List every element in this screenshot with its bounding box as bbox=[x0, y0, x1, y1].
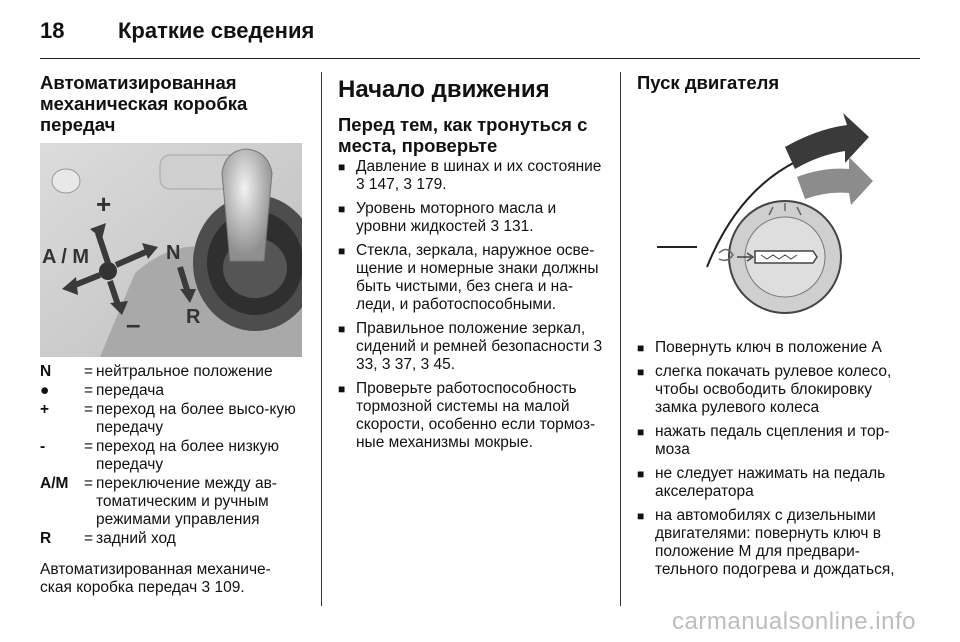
page-number: 18 bbox=[40, 18, 65, 43]
checklist bbox=[338, 158, 606, 452]
legend-text: переход на более низкую передачу bbox=[96, 438, 280, 473]
list-item: ■ на автомобилях с дизельными двигателями: повернуть ключ в положение M для предвари-тельного подогрева и дождаться, bbox=[637, 507, 907, 579]
legend-equals: = bbox=[84, 382, 94, 399]
page-title: Краткие сведения bbox=[118, 18, 315, 43]
legend-text: задний ход bbox=[96, 530, 176, 547]
legend-symbol: - bbox=[40, 438, 46, 455]
r-label: R bbox=[186, 306, 201, 328]
legend-row bbox=[40, 530, 302, 549]
legend-symbol: + bbox=[40, 401, 50, 418]
legend-equals: = bbox=[84, 438, 94, 455]
legend-text: переключение между ав-томатическим и ручным режимами управления bbox=[96, 475, 277, 528]
before-driving-subheading: Перед тем, как тронуться с места, проверьте bbox=[338, 114, 588, 156]
legend-row bbox=[40, 382, 302, 401]
legend-equals: = bbox=[84, 475, 94, 492]
minus-label: – bbox=[126, 309, 141, 339]
list-item: ■ Давление в шинах и их состояние 3 147, 3 179. bbox=[338, 158, 606, 194]
watermark: carmanualsonline.info bbox=[672, 608, 916, 635]
legend-row bbox=[40, 401, 302, 438]
legend-symbol: ● bbox=[40, 382, 50, 399]
start-driving-heading: Начало движения bbox=[338, 76, 550, 103]
gear-selector-photo bbox=[40, 143, 302, 357]
column-divider-2 bbox=[620, 72, 621, 606]
legend-symbol: N bbox=[40, 363, 52, 380]
legend-symbol: R bbox=[40, 530, 52, 547]
list-item: ■ не следует нажимать на педаль акселератора bbox=[637, 465, 907, 501]
gear-legend bbox=[40, 363, 302, 549]
legend-symbol: A/M bbox=[40, 475, 69, 492]
legend-row bbox=[40, 363, 302, 382]
column-divider-1 bbox=[321, 72, 322, 606]
legend-text: переход на более высо-кую передачу bbox=[96, 401, 296, 436]
page-header bbox=[40, 18, 314, 44]
list-item: ■ Уровень моторного масла и уровни жидкостей 3 131. bbox=[338, 200, 606, 236]
am-label: A / M bbox=[42, 246, 90, 268]
list-item: ■ Стекла, зеркала, наружное осве-щение и номерные знаки должны быть чистыми, без снега и на-леди, и работоспособными. bbox=[338, 242, 606, 314]
plus-label: + bbox=[96, 189, 112, 219]
legend-row bbox=[40, 475, 302, 530]
list-item: ■ Правильное положение зеркал, сидений и ремней безопасности 3 33, 3 37, 3 45. bbox=[338, 320, 606, 374]
ignition-illustration bbox=[637, 107, 899, 321]
left-column bbox=[40, 72, 302, 597]
list-item: ■ слегка покачать рулевое колесо, чтобы освободить блокировку замка рулевого колеса bbox=[637, 363, 907, 417]
start-steps bbox=[637, 339, 907, 579]
legend-equals: = bbox=[84, 363, 94, 380]
engine-start-heading: Пуск двигателя bbox=[637, 72, 780, 93]
legend-text: нейтральное положение bbox=[96, 363, 273, 380]
n-label: N bbox=[166, 242, 181, 264]
legend-equals: = bbox=[84, 401, 94, 418]
list-item: ■ Повернуть ключ в положение A bbox=[637, 339, 907, 357]
header-divider bbox=[40, 58, 920, 59]
legend-row bbox=[40, 438, 302, 475]
legend-text: передача bbox=[96, 382, 164, 399]
list-item: ■ нажать педаль сцепления и тор-моза bbox=[637, 423, 907, 459]
middle-column bbox=[338, 72, 606, 458]
legend-equals: = bbox=[84, 530, 94, 547]
list-item: ■ Проверьте работоспособность тормозной системы на малой скорости, особенно если тормоз-ные механизмы мокрые. bbox=[338, 380, 606, 452]
right-column bbox=[637, 72, 907, 585]
gearbox-heading: Автоматизированная механическая коробка передач bbox=[40, 72, 248, 135]
gearbox-reference: Автоматизированная механиче-ская коробка передач 3 109. bbox=[40, 561, 271, 596]
